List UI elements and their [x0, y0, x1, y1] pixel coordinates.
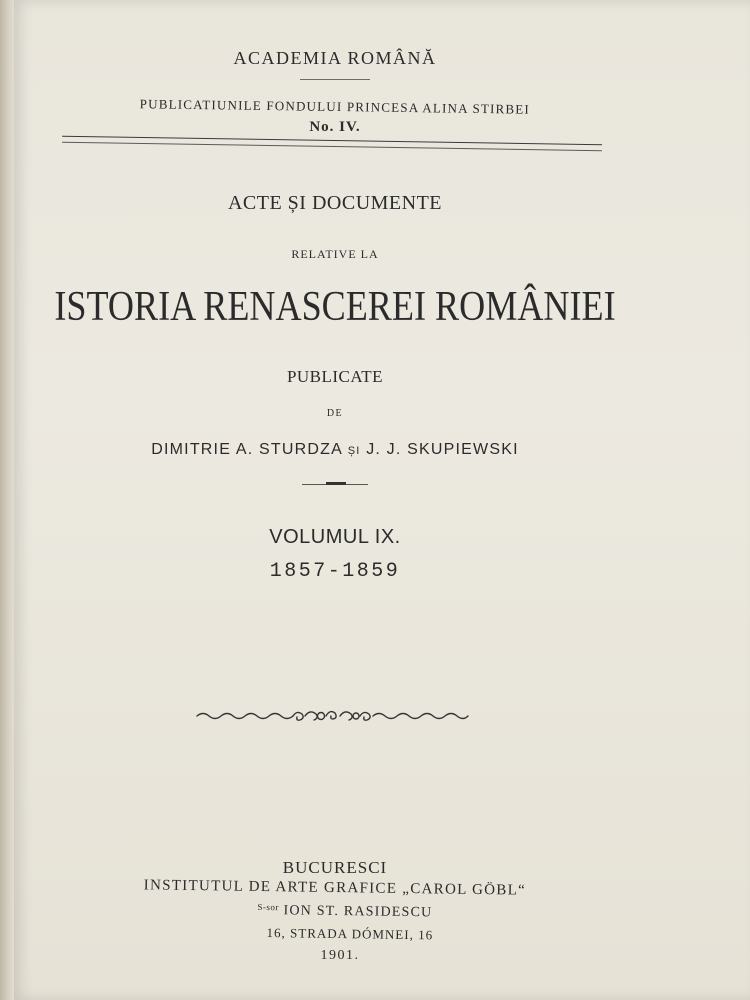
- authors-line: [0, 441, 670, 459]
- author-1: DIMITRIE A. STURDZA: [151, 441, 343, 458]
- by-label: DE: [326, 408, 344, 419]
- title-page: [12, 0, 750, 1000]
- author-2: J. J. SKUPIEWSKI: [366, 441, 519, 458]
- imprint-printer: INSTITUTUL DE ARTE GRAFICE „CAROL GÖBL“: [143, 877, 527, 899]
- center-divider-dash: [326, 482, 346, 485]
- successors-name: ION ST. RASIDESCU: [283, 903, 433, 921]
- short-divider: [300, 79, 370, 80]
- published-label: PUBLICATE: [286, 367, 384, 386]
- ornament-flourish: [195, 705, 470, 727]
- series-number: No. IV.: [309, 119, 361, 135]
- academy-name: ACADEMIA ROMÂNĂ: [233, 48, 437, 68]
- imprint-address: 16, STRADA DÓMNEI, 16: [266, 925, 434, 943]
- series-title: PUBLICATIUNILE FONDULUI PRINCESA ALINA STIRBEI: [139, 96, 531, 117]
- title-line-2: RELATIVE LA: [291, 247, 379, 261]
- main-title: ISTORIA RENASCEREI ROMÂNIEI: [54, 284, 616, 330]
- book-spine-edge: [0, 0, 14, 1000]
- author-conjunction: ȘI: [347, 445, 361, 457]
- imprint-year: 1901.: [320, 948, 360, 963]
- imprint-city: BUCURESCI: [282, 858, 388, 877]
- title-line-1: ACTE ȘI DOCUMENTE: [227, 192, 443, 214]
- volume-years: 1857-1859: [269, 560, 401, 583]
- successors-abbreviation: S-sor: [257, 901, 279, 913]
- volume-label: VOLUMUL IX.: [269, 526, 401, 548]
